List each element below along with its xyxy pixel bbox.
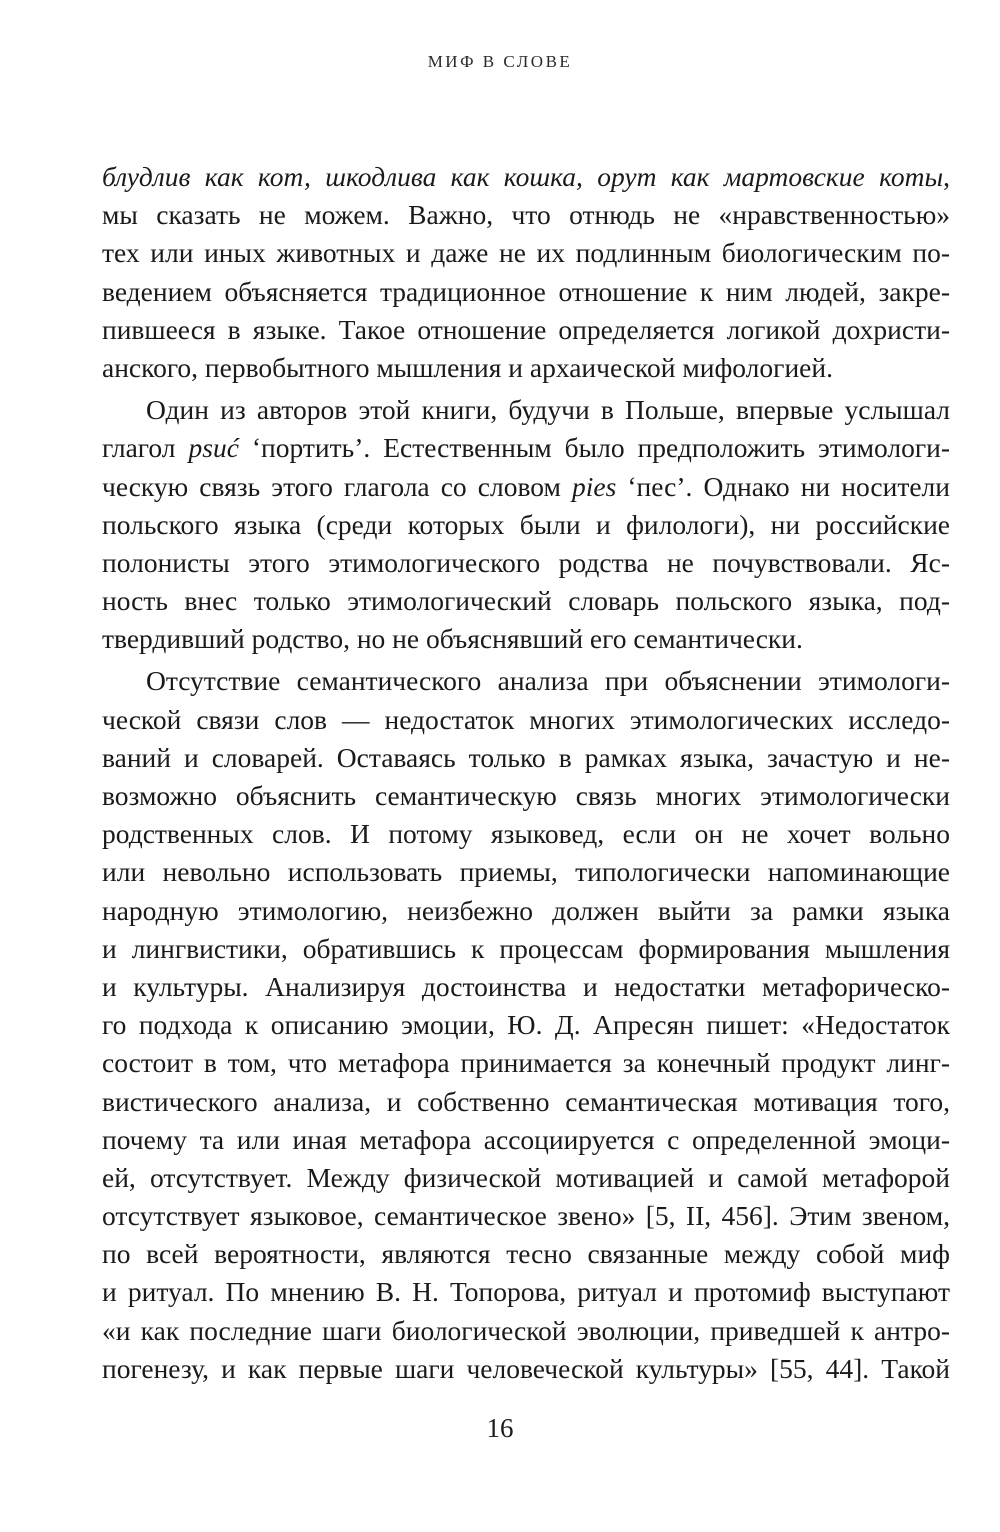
text-run: родственных слов. И потому языковед, если он не хочет вольно [102,818,950,850]
text-line [102,892,950,930]
text-run: народную этимологию, неизбежно должен выйти за рамки языка [102,894,950,926]
body-text [102,158,950,1388]
text-line [102,1121,950,1159]
text-run: погенезу, и как первые шаги человеческой культуры» [55, 44]. Такой [102,1352,950,1384]
text-run: почему та или иная метафора ассоциируется с определенной эмоци- [102,1123,950,1155]
text-run: тех или иных животных и даже не их подлинным биологическим по- [102,237,950,269]
text-run: ей, отсутствует. Между физической мотивацией и самой метафорой [102,1161,950,1193]
text-line [102,158,950,196]
text-line [102,815,950,853]
text-run: польского языка (среди которых были и филологи), ни российские [102,508,950,540]
text-run: по всей вероятности, являются тесно связанные между собой миф [102,1238,950,1270]
text-run: ведением объясняется традиционное отношение к ним людей, закре- [102,275,950,307]
italic-text: блудлив как кот, шкодлива как кошка, орут как мартовские коты [102,161,944,192]
text-line [102,1197,950,1235]
paragraph [102,662,950,1388]
text-line [102,234,950,272]
text-line [102,1235,950,1273]
text-line [102,582,950,620]
text-line [102,1312,950,1350]
text-run: полонисты этого этимологического родства не почувствовали. Яс- [102,546,950,578]
text-run: мы сказать не можем. Важно, что отнюдь не «нравственностью» [102,199,950,231]
text-run: и лингвистики, обратившись к процессам формирования мышления [102,932,950,964]
text-run: ‘пес’. Однако ни носители [616,470,950,502]
text-line [102,506,950,544]
text-line [102,1350,950,1388]
text-run: «и как последние шаги биологической эволюции, приведшей к антро- [102,1314,950,1346]
text-run: отсутствует языковое, семантическое звено» [5, II, 456]. Этим звеном, [102,1200,950,1232]
text-run: Отсутствие семантического анализа при объяснении этимологи- [146,665,950,697]
text-line [102,777,950,815]
italic-text: psuć [188,432,239,464]
text-line [102,1083,950,1121]
text-line [102,1159,950,1197]
text-line [102,930,950,968]
text-run: ‘портить’. Естественным было предположить этимологи- [238,432,950,464]
text-run: глагол [102,432,189,464]
text-line [102,662,950,700]
text-run: , [943,161,950,192]
running-head: МИФ В СЛОВЕ [427,52,573,71]
text-run: твердивший родство, но не объяснявший его семантически. [102,623,803,655]
text-line [102,968,950,1006]
text-line [102,1273,950,1311]
paragraph [102,391,950,658]
page-number: 16 [486,1413,514,1443]
text-run: ческой связи слов — недостаток многих этимологических исследо- [102,703,950,735]
text-run: и ритуал. По мнению В. Н. Топорова, ритуал и протомиф выступают [102,1276,950,1308]
text-line [102,544,950,582]
italic-text: pies [571,470,617,502]
text-run: анского, первобытного мышления и архаической мифологией. [102,351,833,383]
text-line [102,196,950,234]
text-line [102,1044,950,1082]
text-line [102,701,950,739]
text-line [102,853,950,891]
text-line [102,620,950,658]
text-line [102,739,950,777]
text-run: вистического анализа, и собственно семантическая мотивация того, [102,1085,950,1117]
text-run: и культуры. Анализируя достоинства и недостатки метафорическо- [102,970,950,1002]
text-line [102,391,950,429]
text-run: ваний и словарей. Оставаясь только в рамках языка, зачастую и не- [102,741,950,773]
text-run: ность внес только этимологический словарь польского языка, под- [102,585,950,617]
text-line [102,429,950,467]
text-run: Один из авторов этой книги, будучи в Польше, впервые услышал [146,394,950,426]
text-line [102,349,950,387]
paragraph [102,158,950,387]
text-line [102,273,950,311]
text-run: пившееся в языке. Такое отношение определяется логикой дохристи- [102,313,950,345]
text-run: или невольно использовать приемы, типологически напоминающие [102,856,950,888]
text-line [102,468,950,506]
text-run: го подхода к описанию эмоции, Ю. Д. Апресян пишет: «Недостаток [102,1009,950,1041]
text-line [102,311,950,349]
text-run: состоит в том, что метафора принимается за конечный продукт линг- [102,1047,950,1079]
text-run: возможно объяснить семантическую связь многих этимологически [102,780,950,811]
text-line [102,1006,950,1044]
text-run: ческую связь этого глагола со словом [102,470,572,502]
